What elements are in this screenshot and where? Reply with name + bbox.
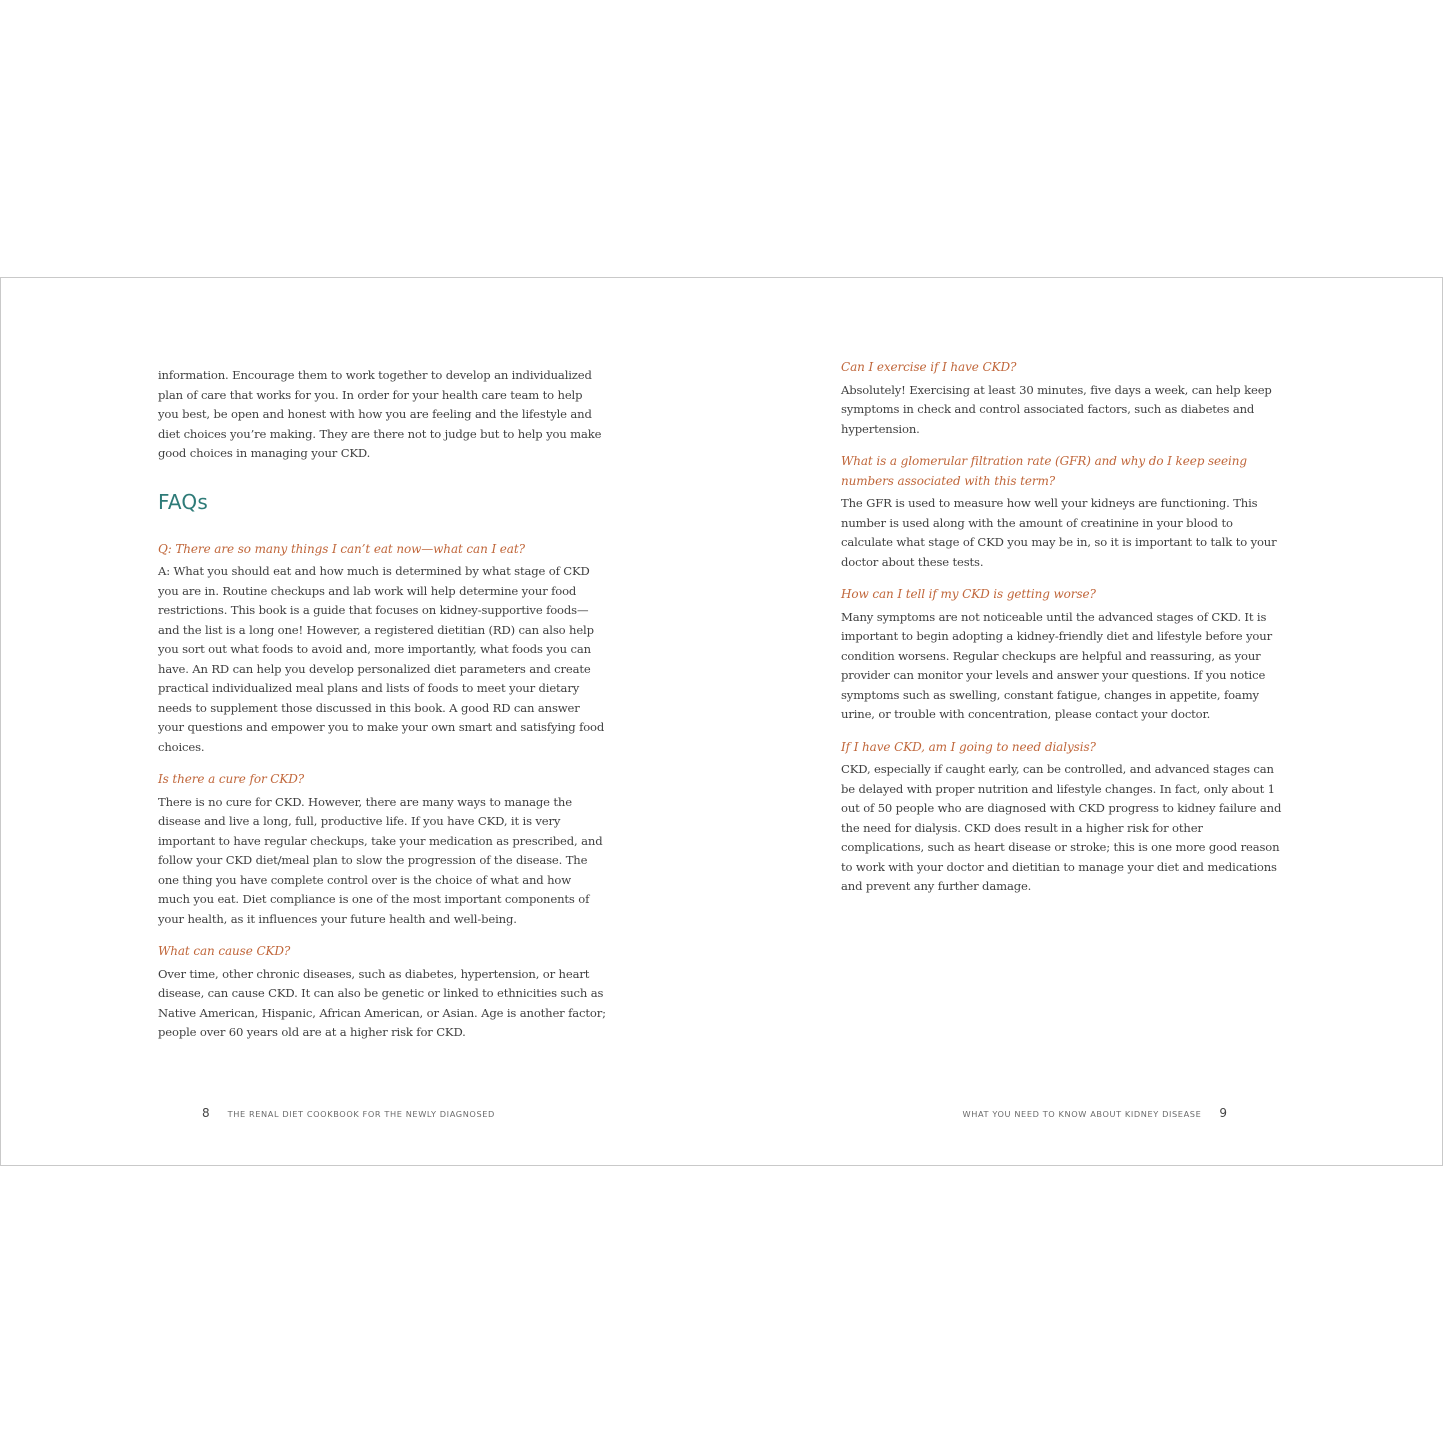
- faq-question: Is there a cure for CKD?: [158, 772, 305, 786]
- faq-item: [841, 738, 1286, 897]
- faq-answer: The GFR is used to measure how well your kidneys are functioning. This number is used along with the amount of creatinine in your blood to calculate what stage of CKD you may be in, so it is important to talk to your doctor about these tests.: [841, 496, 1277, 569]
- right-page-column: [841, 358, 1286, 897]
- faq-item: [158, 770, 606, 929]
- intro-paragraph: information. Encourage them to work together to develop an individualized plan of care that works for you. In order for your health care team to help you best, be open and honest with how you are feeling and the lifestyle and diet choices you’re making. They are there not to judge but to help you make good choices in managing your CKD.: [158, 368, 602, 460]
- faq-item: [841, 358, 1286, 439]
- faq-answer: Over time, other chronic diseases, such as diabetes, hypertension, or heart disease, can cause CKD. It can also be genetic or linked to ethnicities such as Native American, Hispanic, African American, or Asian. Age is another factor; people over 60 years old are at a higher risk for CKD.: [158, 966, 606, 1039]
- left-page-footer: [202, 1106, 495, 1120]
- faq-answer: Many symptoms are not noticeable until the advanced stages of CKD. It is important to begin adopting a kidney-friendly diet and lifestyle before your condition worsens. Regular checkups are helpful and reassuring, as your provider can monitor your levels and answer your questions. If you notice symptoms such as swelling, constant fatigue, changes in appetite, foamy urine, or trouble with concentration, please contact your doctor.: [841, 609, 1272, 721]
- faq-item: [158, 942, 606, 1043]
- faq-item: [841, 585, 1286, 725]
- faq-question: If I have CKD, am I going to need dialysis?: [841, 739, 1096, 754]
- faq-question: Q: There are so many things I can’t eat now—what can I eat?: [158, 541, 525, 556]
- faq-answer: There is no cure for CKD. However, there are many ways to manage the disease and live a long, full, productive life. If you have CKD, it is very important to have regular checkups, take your medication as prescribed, and follow your CKD diet/meal plan to slow the progression of the disease. The one thing you have complete control over is the choice of what and how much you eat. Diet compliance is one of the most important components of your health, as it influences your future health and well-being.: [158, 794, 603, 926]
- faq-item: [841, 452, 1286, 572]
- faq-item: [158, 540, 606, 758]
- running-head: THE RENAL DIET COOKBOOK FOR THE NEWLY DIAGNOSED: [227, 1109, 495, 1119]
- book-spread: [0, 277, 1443, 1166]
- faq-answer: Absolutely! Exercising at least 30 minutes, five days a week, can help keep symptoms in check and control associated factors, such as diabetes and hypertension.: [841, 382, 1272, 436]
- faq-question: How can I tell if my CKD is getting worse?: [841, 587, 1096, 601]
- faqs-heading: FAQs: [158, 489, 208, 514]
- faq-question: What is a glomerular filtration rate (GFR) and why do I keep seeing numbers associated with this term?: [841, 454, 1248, 488]
- faq-question: Can I exercise if I have CKD?: [841, 360, 1017, 374]
- faq-question: What can cause CKD?: [158, 944, 291, 958]
- left-page-column: [158, 366, 606, 1043]
- running-head: WHAT YOU NEED TO KNOW ABOUT KIDNEY DISEASE: [962, 1109, 1202, 1119]
- faq-answer: CKD, especially if caught early, can be controlled, and advanced stages can be delayed with proper nutrition and lifestyle changes. In fact, only about 1 out of 50 people who are diagnosed with CKD progress to kidney failure and the need for dialysis. CKD does result in a higher risk for other complications, such as heart disease or stroke; this is one more good reason to work with your doctor and dietitian to manage your diet and medications and prevent any further damage.: [841, 762, 1282, 893]
- page-number: 8: [202, 1106, 210, 1120]
- page-number: 9: [1219, 1106, 1227, 1120]
- faq-answer: A: What you should eat and how much is determined by what stage of CKD you are in. Routine checkups and lab work will help determine your food restrictions. This book is a guide that focuses on kidney-supportive foods—and the list is a long one! However, a registered dietitian (RD) can also help you sort out what foods to avoid and, more importantly, what foods you can have. An RD can help you develop personalized diet parameters and create practical individualized meal plans and lists of foods to meet your dietary needs to supplement those discussed in this book. A good RD can answer your questions and empower you to make your own smart and satisfying food choices.: [158, 564, 605, 754]
- right-page-footer: [963, 1106, 1227, 1120]
